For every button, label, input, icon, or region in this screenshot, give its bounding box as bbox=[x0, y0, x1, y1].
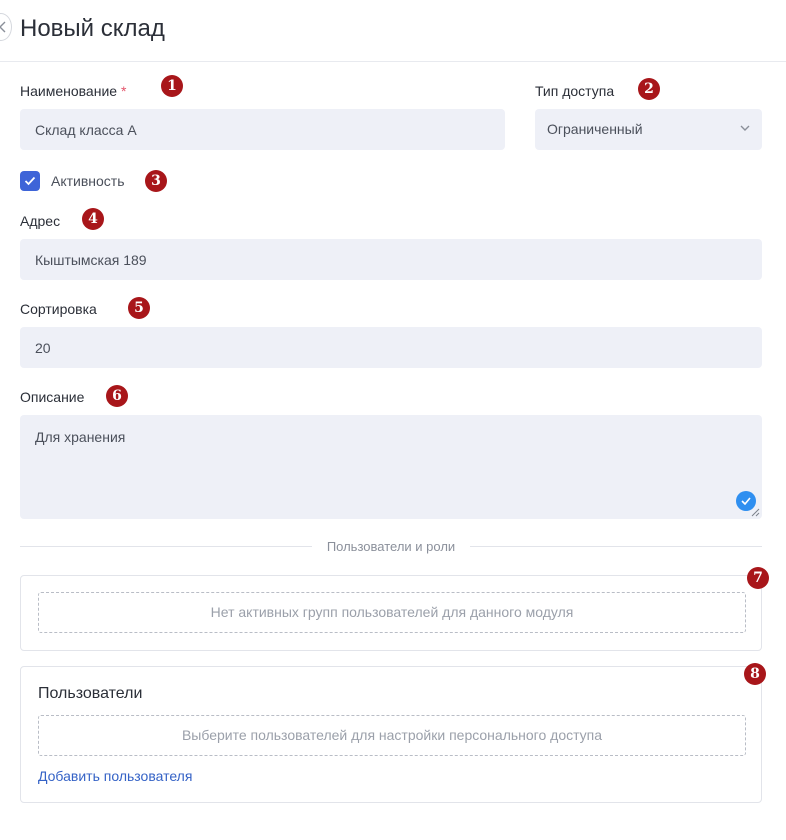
users-roles-divider-label: Пользователи и роли bbox=[326, 539, 456, 554]
page-header bbox=[0, 0, 786, 62]
address-field[interactable] bbox=[20, 239, 762, 280]
sort-label: Сортировка bbox=[20, 301, 97, 317]
resize-handle-icon[interactable] bbox=[751, 508, 760, 517]
name-label-text: Наименование bbox=[20, 83, 118, 99]
users-card-title: Пользователи bbox=[38, 685, 143, 702]
groups-card bbox=[20, 575, 762, 651]
marker-4: 4 bbox=[82, 208, 104, 230]
divider-line-left bbox=[20, 546, 312, 547]
name-field[interactable] bbox=[20, 109, 505, 150]
marker-7: 7 bbox=[747, 567, 769, 589]
marker-6: 6 bbox=[106, 385, 128, 407]
access-type-value: Ограниченный bbox=[547, 121, 643, 137]
name-input[interactable] bbox=[35, 109, 505, 150]
required-mark: * bbox=[120, 83, 127, 99]
sort-input[interactable] bbox=[35, 327, 762, 368]
users-empty-placeholder[interactable]: Выберите пользователей для настройки персонального доступа bbox=[38, 715, 746, 756]
address-label: Адрес bbox=[20, 213, 61, 229]
description-label: Описание bbox=[20, 389, 85, 405]
groups-empty-placeholder: Нет активных групп пользователей для данного модуля bbox=[38, 592, 746, 633]
name-label bbox=[20, 82, 126, 100]
marker-3: 3 bbox=[145, 170, 167, 192]
description-text: Для хранения bbox=[35, 429, 126, 445]
users-card bbox=[20, 666, 762, 803]
description-textarea[interactable] bbox=[20, 415, 762, 519]
chevron-down-icon bbox=[740, 125, 750, 131]
address-input[interactable] bbox=[35, 239, 762, 280]
divider-line-right bbox=[470, 546, 762, 547]
marker-8: 8 bbox=[744, 663, 766, 685]
active-checkbox[interactable] bbox=[20, 171, 40, 191]
sort-field[interactable] bbox=[20, 327, 762, 368]
chevron-left-icon bbox=[0, 21, 7, 33]
checkmark-icon bbox=[24, 176, 36, 186]
back-button[interactable] bbox=[0, 13, 12, 41]
active-checkbox-label: Активность bbox=[51, 173, 125, 189]
add-user-link[interactable]: Добавить пользователя bbox=[38, 768, 193, 784]
marker-5: 5 bbox=[128, 297, 150, 319]
access-type-select[interactable] bbox=[535, 109, 762, 150]
page-title: Новый склад bbox=[20, 15, 165, 42]
marker-2: 2 bbox=[638, 78, 660, 100]
access-type-label: Тип доступа bbox=[535, 83, 615, 99]
marker-1: 1 bbox=[161, 75, 183, 97]
